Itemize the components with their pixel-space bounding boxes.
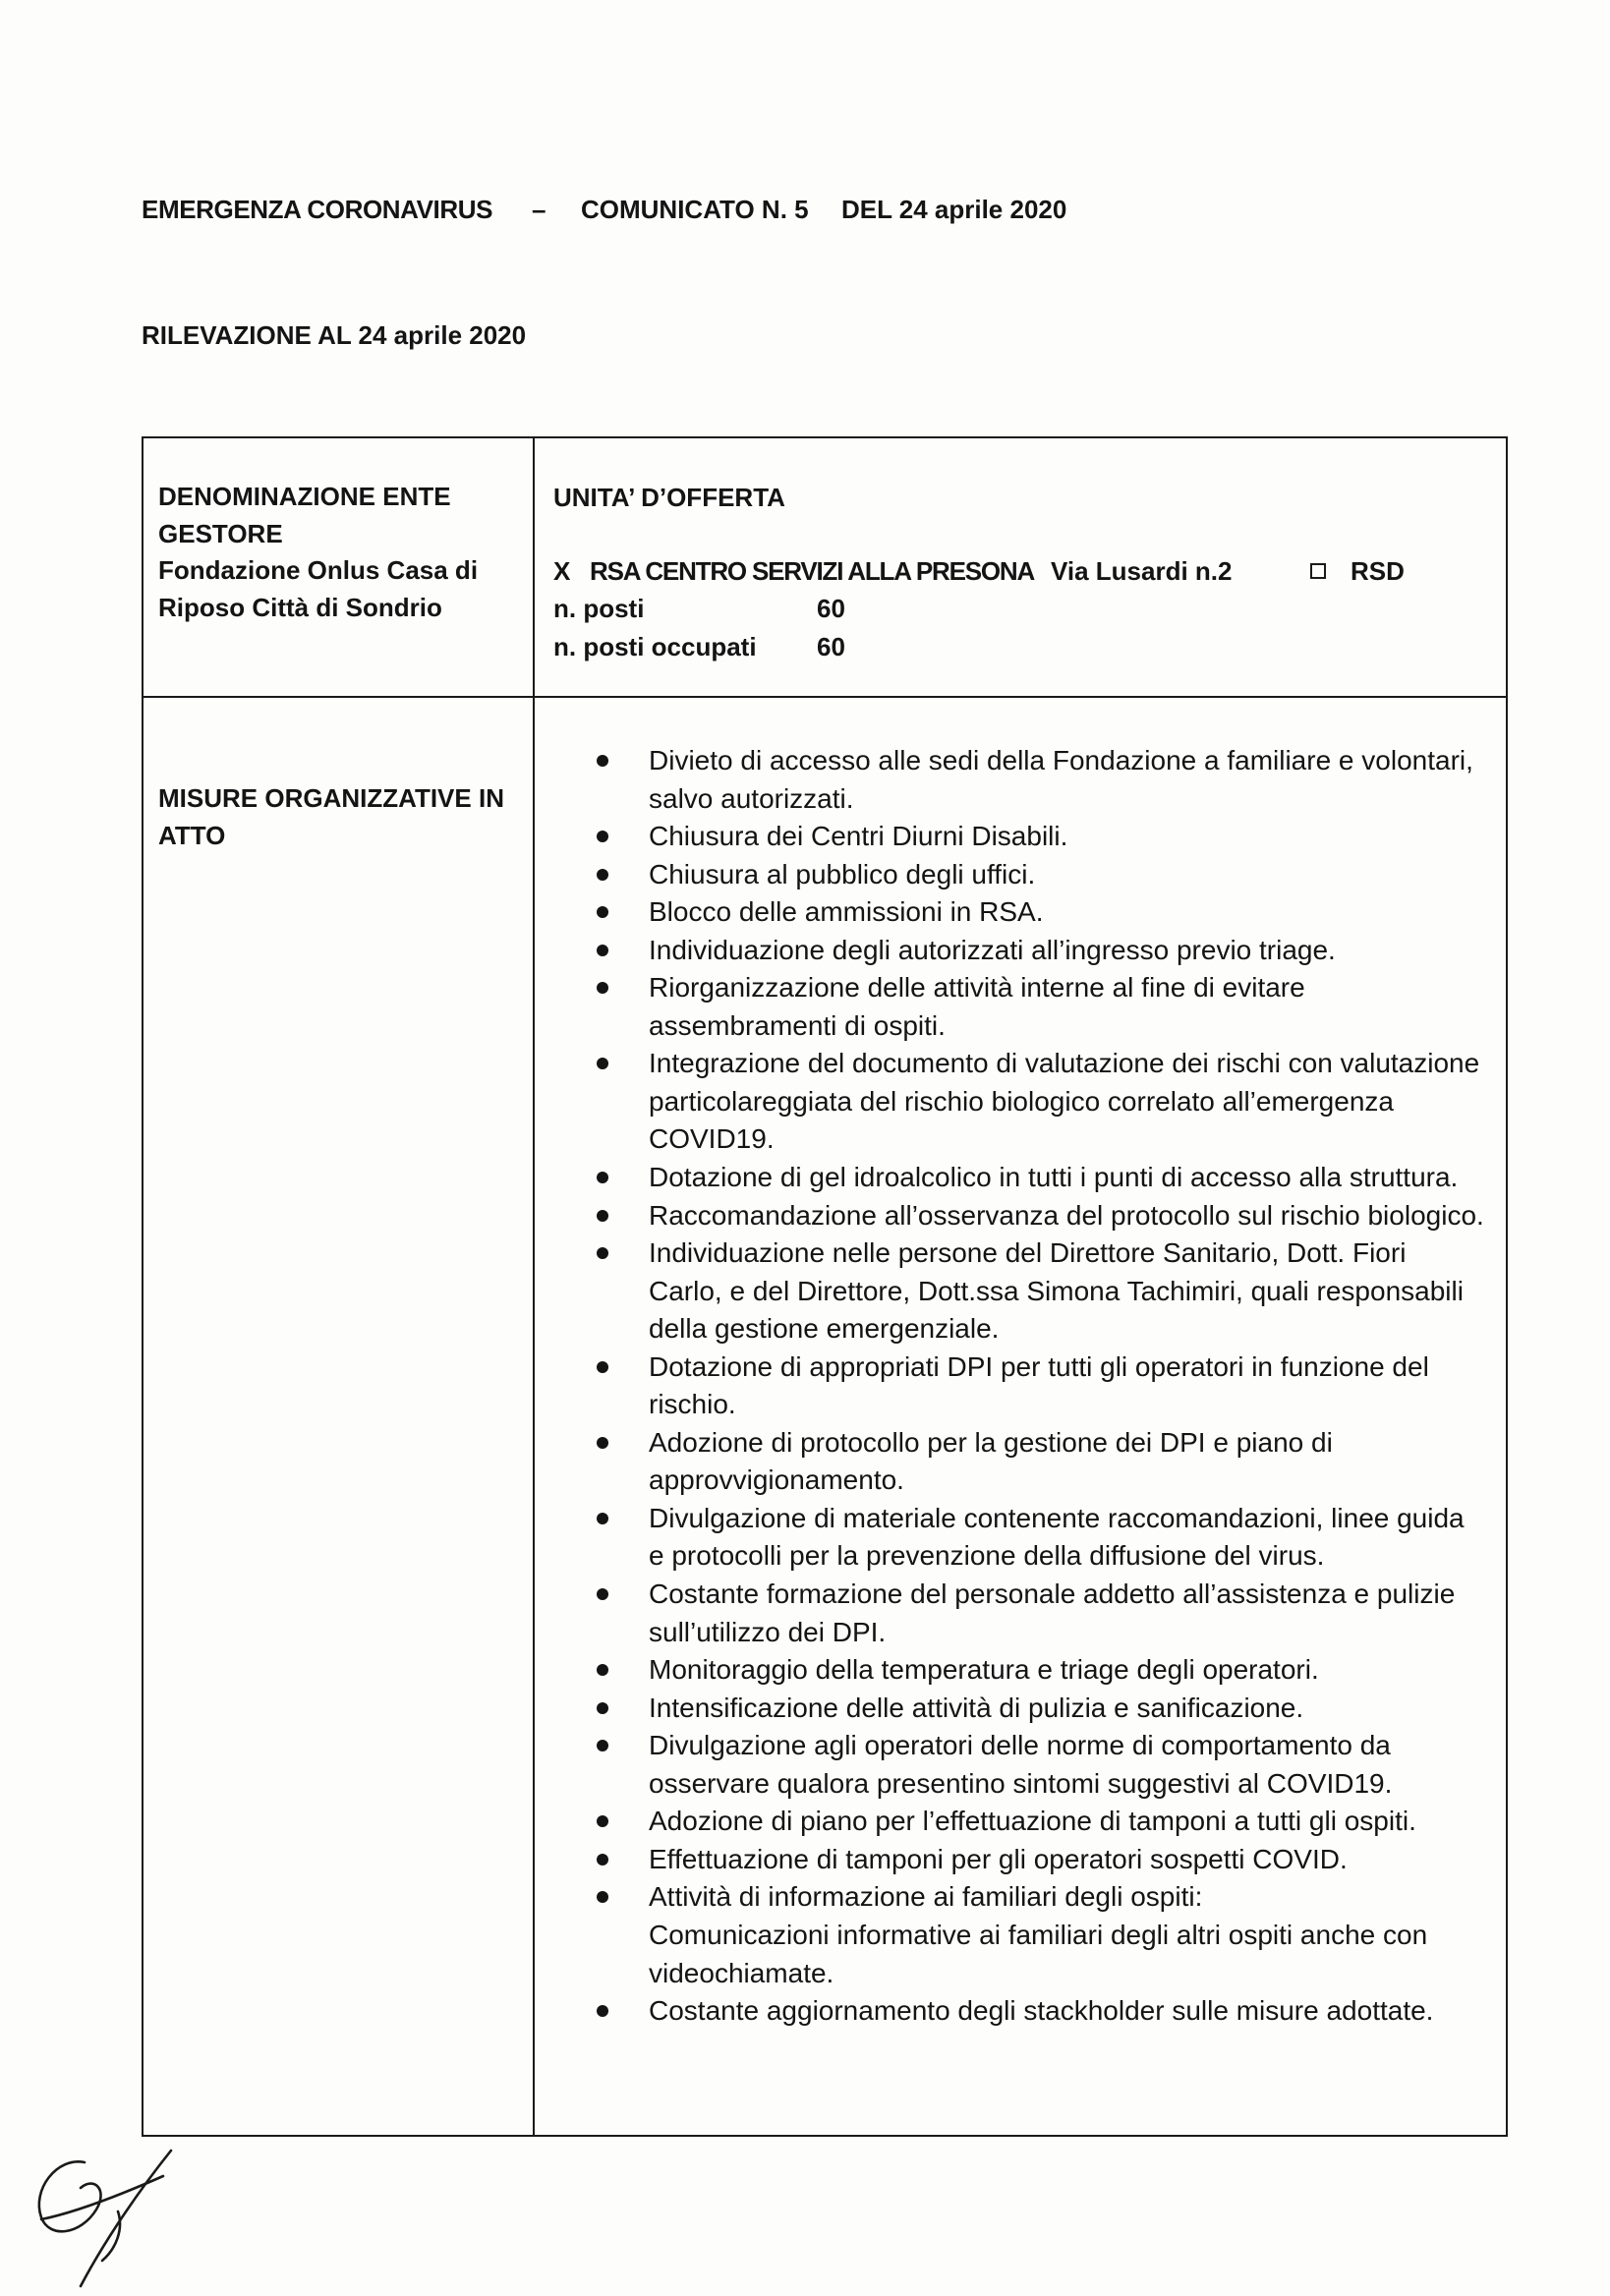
list-item-line: Chiusura dei Centri Diurni Disabili. [649,821,1068,852]
list-item-line: videochiamate. [649,1957,834,1988]
list-item-line: sull’utilizzo dei DPI. [649,1616,887,1647]
table-row-divider [142,696,1508,698]
list-item-line: Dotazione di appropriati DPI per tutti gli operatori in funzione del [649,1350,1429,1382]
list-item [590,856,1484,894]
bullet-icon [597,1664,608,1676]
list-item [590,818,1484,856]
list-item-line: Raccomandazione all’osservanza del protocollo sul rischio biologico. [649,1199,1484,1231]
list-item-line: approvvigionamento. [649,1464,904,1496]
document-title: EMERGENZA CORONAVIRUS [142,195,493,224]
empty-checkbox-icon [1310,563,1326,579]
survey-date-line: RILEVAZIONE AL 24 aprile 2020 [142,320,527,350]
communique-date: DEL 24 aprile 2020 [841,195,1067,224]
table-column-divider [533,436,535,2137]
bullet-icon [597,1247,608,1259]
operator-name-line: Riposo Città di Sondrio [158,593,442,623]
measures-heading-line: ATTO [158,820,226,850]
bullet-icon [597,1210,608,1222]
operator-label-line: GESTORE [158,518,283,548]
list-item [590,1500,1484,1576]
list-item-line: Divulgazione agli operatori delle norme di comportamento da [649,1730,1391,1761]
bullet-icon [597,1437,608,1449]
list-item-line: Riorganizzazione delle attività interne al fine di evitare [649,972,1305,1004]
list-item-line: Adozione di piano per l’effettuazione di tamponi a tutti gli ospiti. [649,1806,1416,1837]
list-item-line: Divulgazione di materiale contenente raccomandazioni, linee guida [649,1502,1465,1533]
operator-label-line: DENOMINAZIONE ENTE [158,482,451,511]
bullet-icon [597,1815,608,1827]
list-item-line: Divieto di accesso alle sedi della Fondazione a familiare e volontari, [649,745,1473,775]
list-item-line: Adozione di protocollo per la gestione dei DPI e piano di [649,1426,1333,1458]
list-item-line: Comunicazioni informative ai familiari degli altri ospiti anche con [649,1919,1428,1950]
operator-name-line: Fondazione Onlus Casa di [158,555,479,586]
list-item [590,1992,1484,2031]
bullet-icon [597,1172,608,1183]
bullet-icon [597,1891,608,1903]
list-item [590,1803,1484,1841]
list-item [590,1878,1484,1992]
unit-address: Via Lusardi n.2 [1051,556,1233,586]
bullet-icon [597,945,608,956]
list-item [590,893,1484,932]
bullet-icon [597,755,608,767]
bullet-icon [597,1361,608,1373]
occupied-beds-label: n. posti occupati [553,632,757,661]
list-item [590,1576,1484,1651]
unit-type: RSA CENTRO SERVIZI ALLA PRESONA [590,556,1035,586]
bullet-icon [597,1513,608,1524]
list-item [590,1197,1484,1235]
communique-number: COMUNICATO N. 5 [581,195,809,224]
bullet-icon [597,1854,608,1866]
bullet-icon [597,2005,608,2017]
list-item-line: Monitoraggio della temperatura e triage degli operatori. [649,1654,1319,1686]
offer-heading: UNITA’ D’OFFERTA [553,483,785,512]
title-separator: – [532,195,546,224]
list-item [590,1045,1484,1159]
list-item-line: rischio. [649,1389,736,1420]
bullet-icon [597,831,608,842]
list-item-line: Chiusura al pubblico degli uffici. [649,858,1036,890]
list-item [590,932,1484,970]
occupied-beds-value: 60 [817,632,845,661]
bullet-icon [597,982,608,994]
list-item-line: Costante aggiornamento degli stackholder sulle misure adottate. [649,1995,1434,2027]
bullet-icon [597,906,608,918]
list-item-line: Blocco delle ammissioni in RSA. [649,896,1044,928]
list-item-line: Costante formazione del personale addetto all’assistenza e pulizie [649,1578,1456,1610]
list-item-line: della gestione emergenziale. [649,1313,1000,1345]
beds-value: 60 [817,594,845,623]
list-item-line: salvo autorizzati. [649,782,854,814]
bullet-icon [597,869,608,881]
list-item [590,1841,1484,1879]
list-item [590,1651,1484,1690]
bullet-icon [597,1702,608,1714]
handwritten-signature-icon [24,2139,181,2291]
list-item-line: osservare qualora presentino sintomi suggestivi al COVID19. [649,1767,1393,1799]
list-item-line: COVID19. [649,1123,775,1155]
list-item-line: Carlo, e del Direttore, Dott.ssa Simona Tachimiri, quali responsabili [649,1275,1464,1306]
list-item [590,1159,1484,1197]
operator-cell [158,479,478,627]
list-item [590,1234,1484,1349]
measures-heading [158,780,504,854]
list-item [590,969,1484,1045]
alt-unit-type: RSD [1351,556,1405,586]
list-item [590,1727,1484,1803]
measures-heading-line: MISURE ORGANIZZATIVE IN [158,783,504,813]
beds-label: n. posti [553,594,645,623]
bullet-icon [597,1058,608,1069]
list-item-line: assembramenti di ospiti. [649,1009,946,1041]
list-item-line: particolareggiata del rischio biologico correlato all’emergenza [649,1085,1394,1117]
list-item [590,1349,1484,1424]
list-item-line: Integrazione del documento di valutazione dei rischi con valutazione [649,1048,1480,1079]
measures-list [590,742,1484,2031]
list-item-line: Individuazione nelle persone del Direttore Sanitario, Dott. Fiori [649,1237,1407,1269]
list-item-line: Attività di informazione ai familiari degli ospiti: [649,1881,1203,1913]
list-item [590,1690,1484,1728]
bullet-icon [597,1740,608,1751]
list-item [590,1424,1484,1500]
list-item-line: Individuazione degli autorizzati all’ingresso previo triage. [649,934,1336,965]
list-item-line: e protocolli per la prevenzione della diffusione del virus. [649,1540,1325,1572]
selected-mark: X [553,556,571,586]
list-item [590,742,1484,818]
list-item-line: Intensificazione delle attività di pulizia e sanificazione. [649,1692,1304,1723]
bullet-icon [597,1588,608,1600]
list-item-line: Dotazione di gel idroalcolico in tutti i punti di accesso alla struttura. [649,1162,1459,1193]
list-item-line: Effettuazione di tamponi per gli operatori sospetti COVID. [649,1843,1348,1874]
